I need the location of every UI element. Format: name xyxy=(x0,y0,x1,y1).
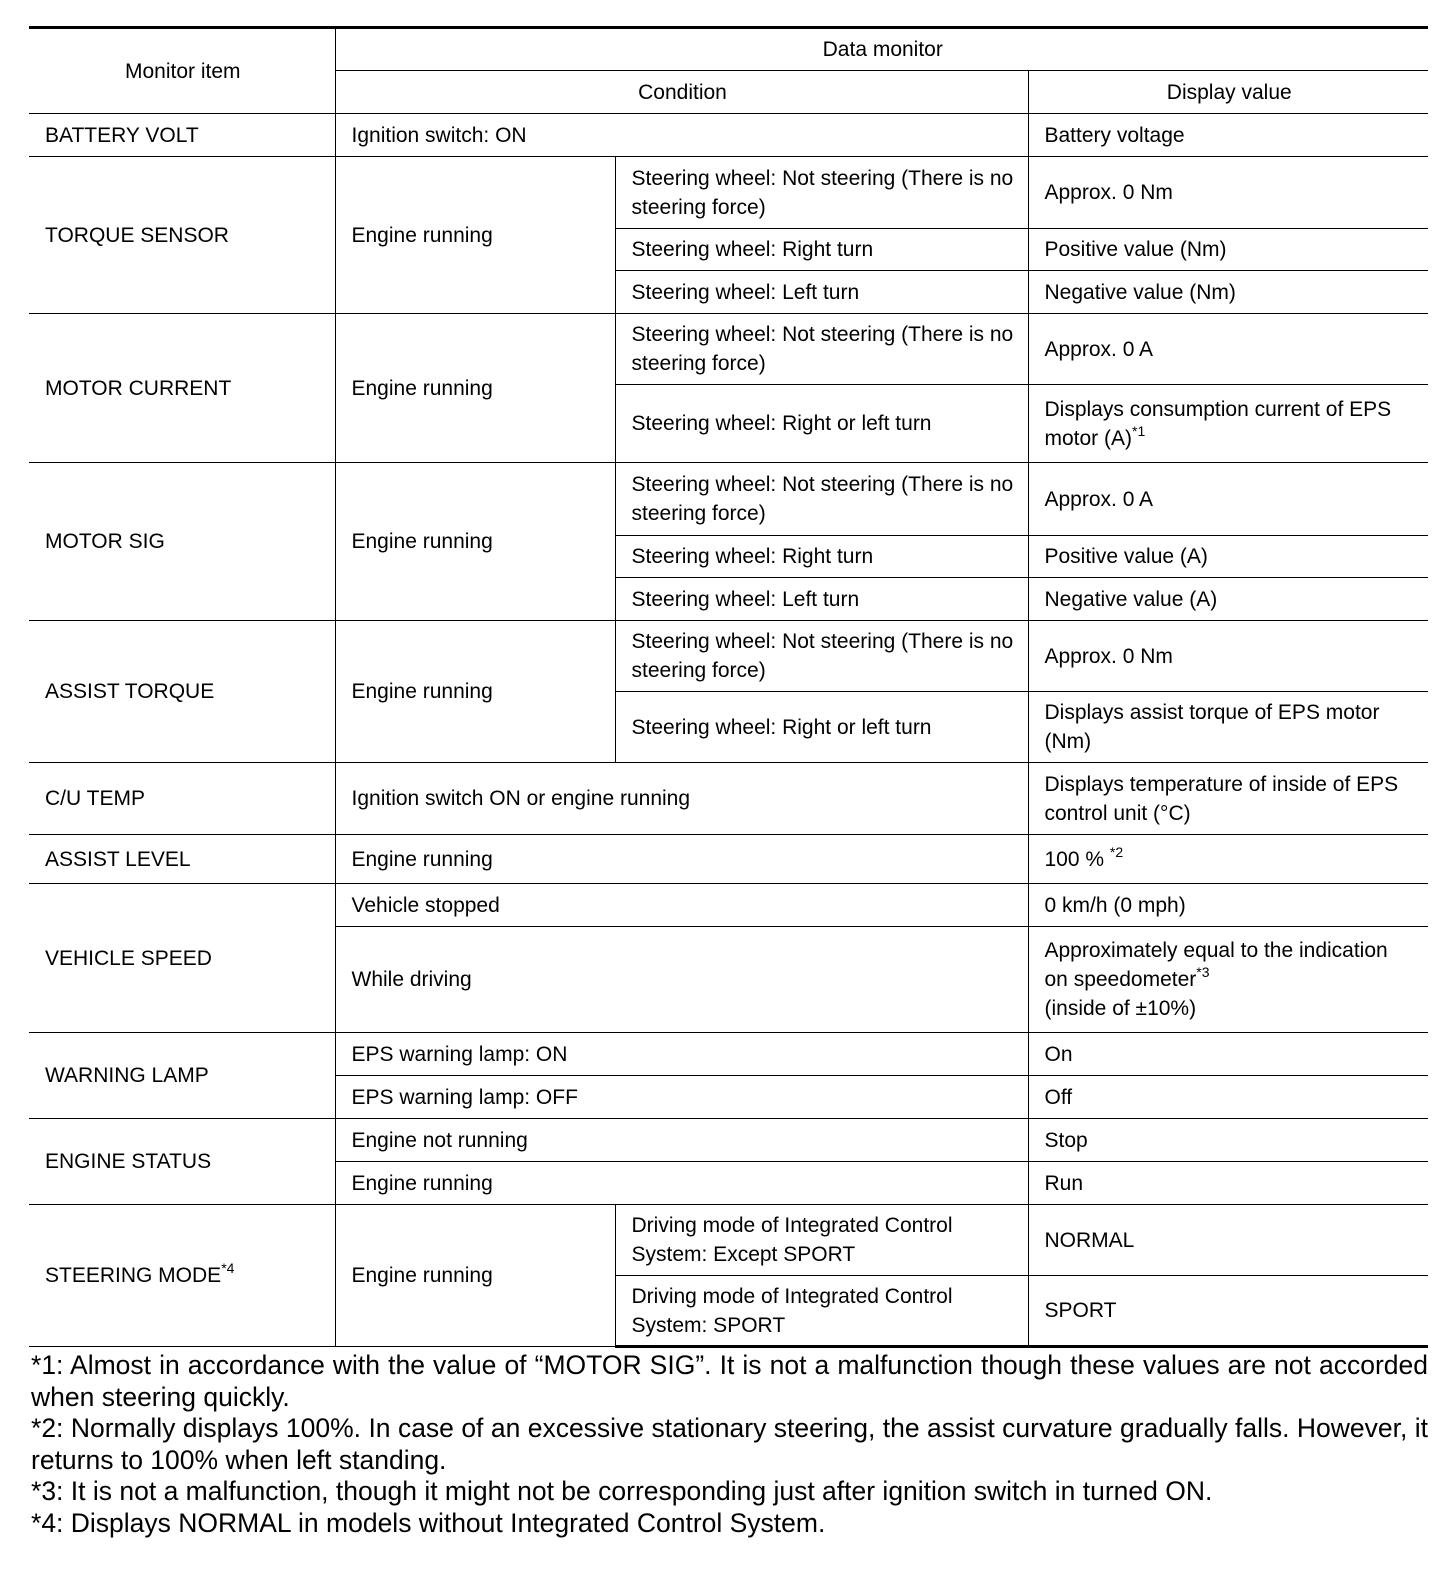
data-monitor-table xyxy=(29,26,1428,1348)
monitor-item: WARNING LAMP xyxy=(29,1033,335,1119)
sub-condition-cell: Steering wheel: Right turn xyxy=(615,536,1028,578)
display-value-cell: Approx. 0 A xyxy=(1028,314,1428,385)
header-condition: Condition xyxy=(335,71,1028,114)
display-value-cell: SPORT xyxy=(1028,1276,1428,1347)
table-row xyxy=(29,763,1428,835)
condition-cell: Ignition switch ON or engine running xyxy=(335,763,1028,835)
sub-condition-cell: Steering wheel: Right or left turn xyxy=(615,385,1028,463)
table-row xyxy=(29,1119,1428,1162)
footnotes xyxy=(31,1350,1428,1540)
display-value-cell: On xyxy=(1028,1033,1428,1076)
condition-cell: Engine running xyxy=(335,835,1028,884)
display-value-cell: Off xyxy=(1028,1076,1428,1119)
footnote-3: *3: It is not a malfunction, though it might not be corresponding just after ignition switch in turned ON. xyxy=(31,1476,1213,1507)
header-data-monitor: Data monitor xyxy=(335,28,1428,71)
display-value-cell xyxy=(1028,927,1428,1033)
monitor-item: ENGINE STATUS xyxy=(29,1119,335,1205)
table-row xyxy=(29,621,1428,692)
display-value-text: Approximately equal to the indication on speedometer xyxy=(1044,939,1388,991)
sub-condition-cell: Steering wheel: Not steering (There is no steering force) xyxy=(615,463,1028,536)
display-value-cell xyxy=(1028,835,1428,884)
table-row xyxy=(29,835,1428,884)
sub-condition-cell: Steering wheel: Right or left turn xyxy=(615,692,1028,763)
sub-condition-cell: Steering wheel: Right turn xyxy=(615,229,1028,271)
footnote-marker: *3 xyxy=(1196,964,1210,980)
display-value-extra: (inside of ±10%) xyxy=(1044,997,1197,1020)
monitor-item: BATTERY VOLT xyxy=(29,114,335,157)
display-value-cell: NORMAL xyxy=(1028,1205,1428,1276)
table-row xyxy=(29,157,1428,229)
display-value-cell: Battery voltage xyxy=(1028,114,1428,157)
display-value-cell: Positive value (Nm) xyxy=(1028,229,1428,271)
display-value-cell: 0 km/h (0 mph) xyxy=(1028,884,1428,927)
display-value-cell: Stop xyxy=(1028,1119,1428,1162)
sub-condition-cell: Driving mode of Integrated Control System: SPORT xyxy=(615,1276,1028,1347)
condition-cell: While driving xyxy=(335,927,1028,1033)
monitor-item xyxy=(29,1205,335,1347)
display-value-text: Displays consumption current of EPS motor (A) xyxy=(1044,397,1392,450)
condition-cell: Engine not running xyxy=(335,1119,1028,1162)
table-row xyxy=(29,314,1428,385)
display-value-cell: Run xyxy=(1028,1162,1428,1205)
display-value-cell: Positive value (A) xyxy=(1028,536,1428,578)
condition-cell: Engine running xyxy=(335,1205,615,1347)
sub-condition-cell: Steering wheel: Left turn xyxy=(615,271,1028,314)
condition-cell: EPS warning lamp: OFF xyxy=(335,1076,1028,1119)
footnote-marker: *4 xyxy=(221,1260,235,1276)
condition-cell: Vehicle stopped xyxy=(335,884,1028,927)
footnote-marker: *1 xyxy=(1132,422,1146,439)
header-monitor-item: Monitor item xyxy=(29,28,335,114)
monitor-item: VEHICLE SPEED xyxy=(29,884,335,1033)
sub-condition-cell: Driving mode of Integrated Control System: Except SPORT xyxy=(615,1205,1028,1276)
table-row xyxy=(29,463,1428,536)
table-row xyxy=(29,114,1428,157)
display-value-cell: Displays temperature of inside of EPS control unit (°C) xyxy=(1028,763,1428,835)
condition-cell: Ignition switch: ON xyxy=(335,114,1028,157)
display-value-cell: Negative value (Nm) xyxy=(1028,271,1428,314)
display-value-text: 100 % xyxy=(1044,847,1110,871)
monitor-item-text: STEERING MODE xyxy=(45,1264,222,1287)
sub-condition-cell: Steering wheel: Not steering (There is no steering force) xyxy=(615,621,1028,692)
condition-cell: EPS warning lamp: ON xyxy=(335,1033,1028,1076)
condition-cell: Engine running xyxy=(335,157,615,314)
monitor-item: C/U TEMP xyxy=(29,763,335,835)
table-row xyxy=(29,1033,1428,1076)
display-value-cell: Approx. 0 Nm xyxy=(1028,157,1428,229)
table-row xyxy=(29,1205,1428,1276)
footnote-2: *2: Normally displays 100%. In case of an excessive stationary steering, the assist curvature gradually falls. However, it returns to 100% when left standing. xyxy=(31,1413,1428,1475)
condition-cell: Engine running xyxy=(335,314,615,463)
header-display-value: Display value xyxy=(1028,71,1428,114)
monitor-item: TORQUE SENSOR xyxy=(29,157,335,314)
display-value-cell: Displays assist torque of EPS motor (Nm) xyxy=(1028,692,1428,763)
display-value-cell xyxy=(1028,385,1428,463)
footnote-1: *1: Almost in accordance with the value of “MOTOR SIG”. It is not a malfunction though these values are not accorded when steering quickly. xyxy=(31,1350,1428,1412)
display-value-cell: Approx. 0 Nm xyxy=(1028,621,1428,692)
monitor-item: MOTOR CURRENT xyxy=(29,314,335,463)
display-value-cell: Approx. 0 A xyxy=(1028,463,1428,536)
condition-cell: Engine running xyxy=(335,463,615,621)
table-row xyxy=(29,884,1428,927)
monitor-item: MOTOR SIG xyxy=(29,463,335,621)
condition-cell: Engine running xyxy=(335,1162,1028,1205)
sub-condition-cell: Steering wheel: Not steering (There is no steering force) xyxy=(615,314,1028,385)
footnote-marker: *2 xyxy=(1109,843,1124,860)
sub-condition-cell: Steering wheel: Not steering (There is no steering force) xyxy=(615,157,1028,229)
monitor-item: ASSIST LEVEL xyxy=(29,835,335,884)
condition-cell: Engine running xyxy=(335,621,615,763)
display-value-cell: Negative value (A) xyxy=(1028,578,1428,621)
sub-condition-cell: Steering wheel: Left turn xyxy=(615,578,1028,621)
footnote-4: *4: Displays NORMAL in models without Integrated Control System. xyxy=(31,1507,826,1538)
monitor-item: ASSIST TORQUE xyxy=(29,621,335,763)
